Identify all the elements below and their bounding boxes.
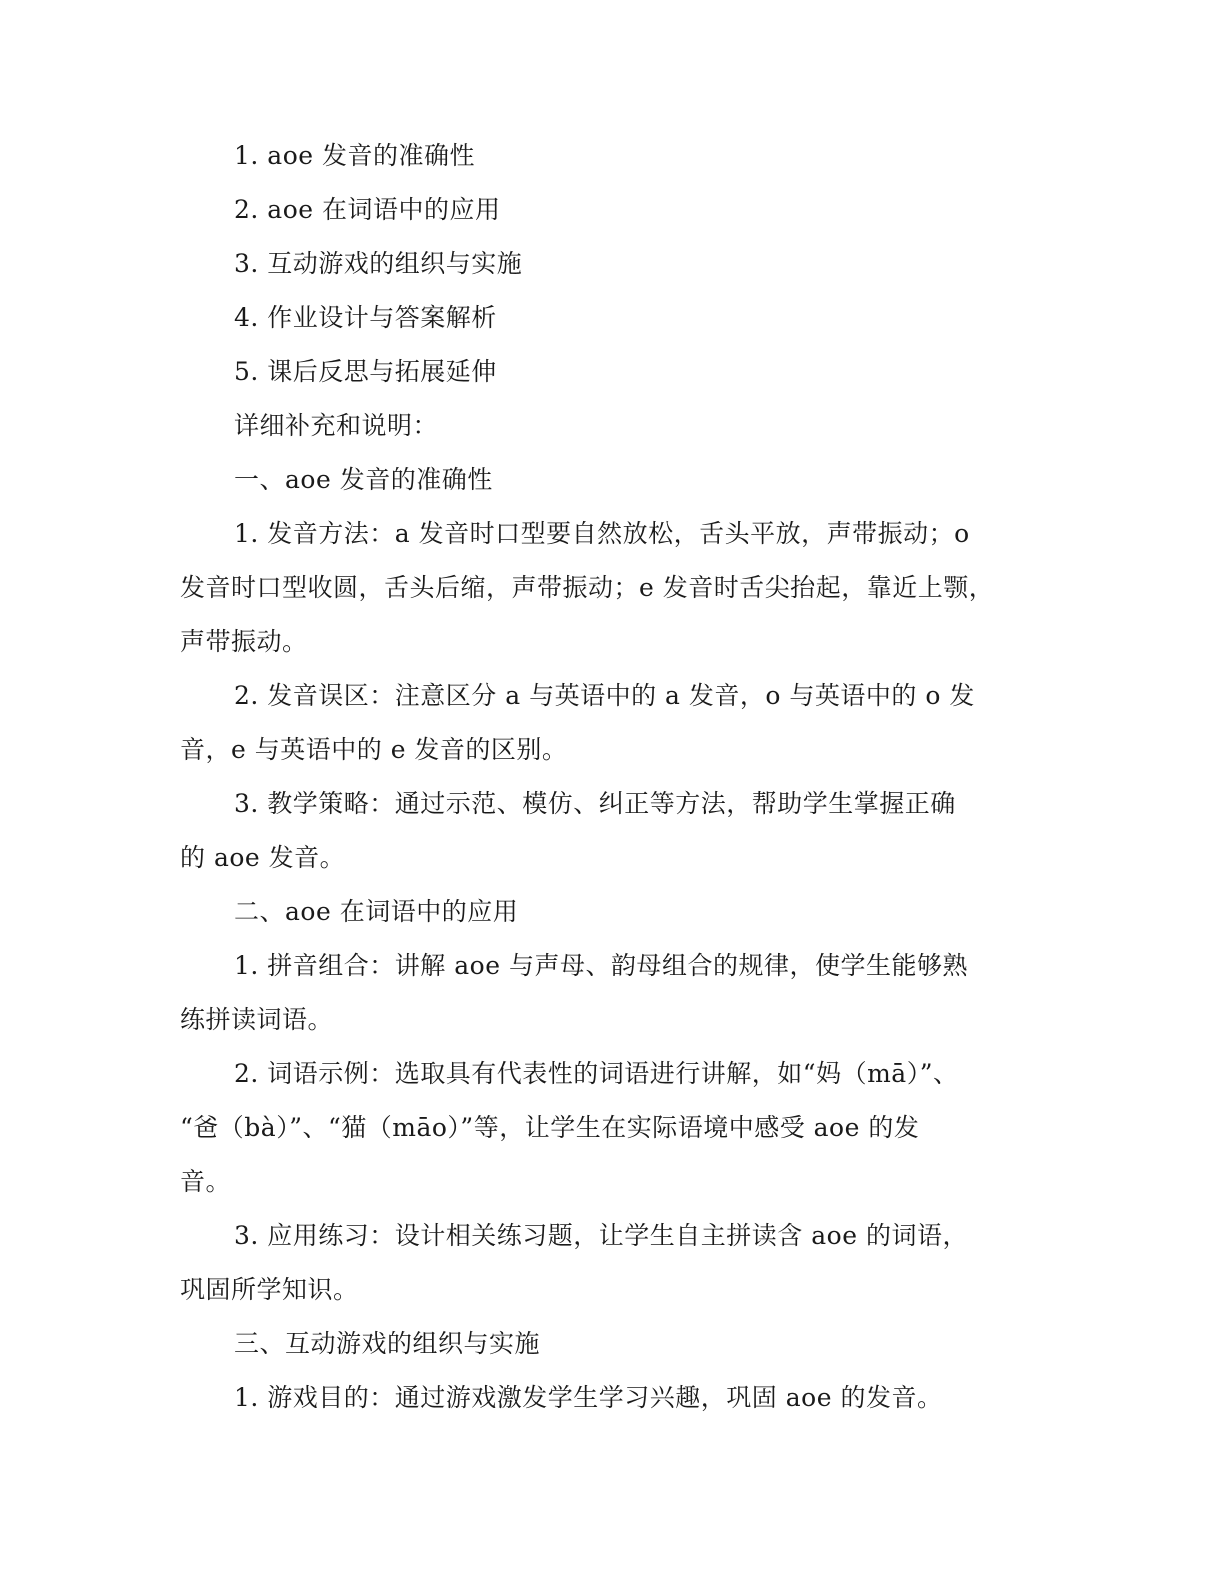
paragraph-line: 练拼读词语。 (180, 1005, 334, 1034)
paragraph-line: 音。 (180, 1167, 232, 1196)
paragraph-line: 声带振动。 (180, 627, 308, 656)
outline-item-2: 2. aoe 在词语中的应用 (234, 195, 501, 224)
paragraph-line: 巩固所学知识。 (180, 1275, 359, 1304)
paragraph-line: 1. 游戏目的：通过游戏激发学生学习兴趣，巩固 aoe 的发音。 (234, 1383, 943, 1412)
paragraph-line: 发音时口型收圆，舌头后缩，声带振动；e 发音时舌尖抬起，靠近上颚， (180, 573, 995, 602)
intro-text: 详细补充和说明： (234, 411, 439, 440)
paragraph-line: “爸（bà）”、“猫（māo）”等，让学生在实际语境中感受 aoe 的发 (180, 1113, 920, 1142)
paragraph-line: 1. 拼音组合：讲解 aoe 与声母、韵母组合的规律，使学生能够熟 (234, 951, 968, 980)
section-heading-1: 一、aoe 发音的准确性 (234, 465, 493, 494)
outline-item-3: 3. 互动游戏的组织与实施 (234, 249, 523, 278)
paragraph-line: 3. 教学策略：通过示范、模仿、纠正等方法，帮助学生掌握正确 (234, 789, 956, 818)
section-heading-3: 三、互动游戏的组织与实施 (234, 1329, 541, 1358)
outline-item-1: 1. aoe 发音的准确性 (234, 141, 475, 170)
section-heading-2: 二、aoe 在词语中的应用 (234, 897, 519, 926)
paragraph-line: 3. 应用练习：设计相关练习题，让学生自主拼读含 aoe 的词语， (234, 1221, 968, 1250)
outline-item-5: 5. 课后反思与拓展延伸 (234, 357, 497, 386)
paragraph-line: 2. 词语示例：选取具有代表性的词语进行讲解，如“妈（mā）”、 (234, 1059, 959, 1088)
paragraph-line: 音，e 与英语中的 e 发音的区别。 (180, 735, 568, 764)
outline-item-4: 4. 作业设计与答案解析 (234, 303, 497, 332)
paragraph-line: 1. 发音方法：a 发音时口型要自然放松，舌头平放，声带振动；o (234, 519, 970, 548)
paragraph-line: 的 aoe 发音。 (180, 843, 346, 872)
paragraph-line: 2. 发音误区：注意区分 a 与英语中的 a 发音，o 与英语中的 o 发 (234, 681, 975, 710)
